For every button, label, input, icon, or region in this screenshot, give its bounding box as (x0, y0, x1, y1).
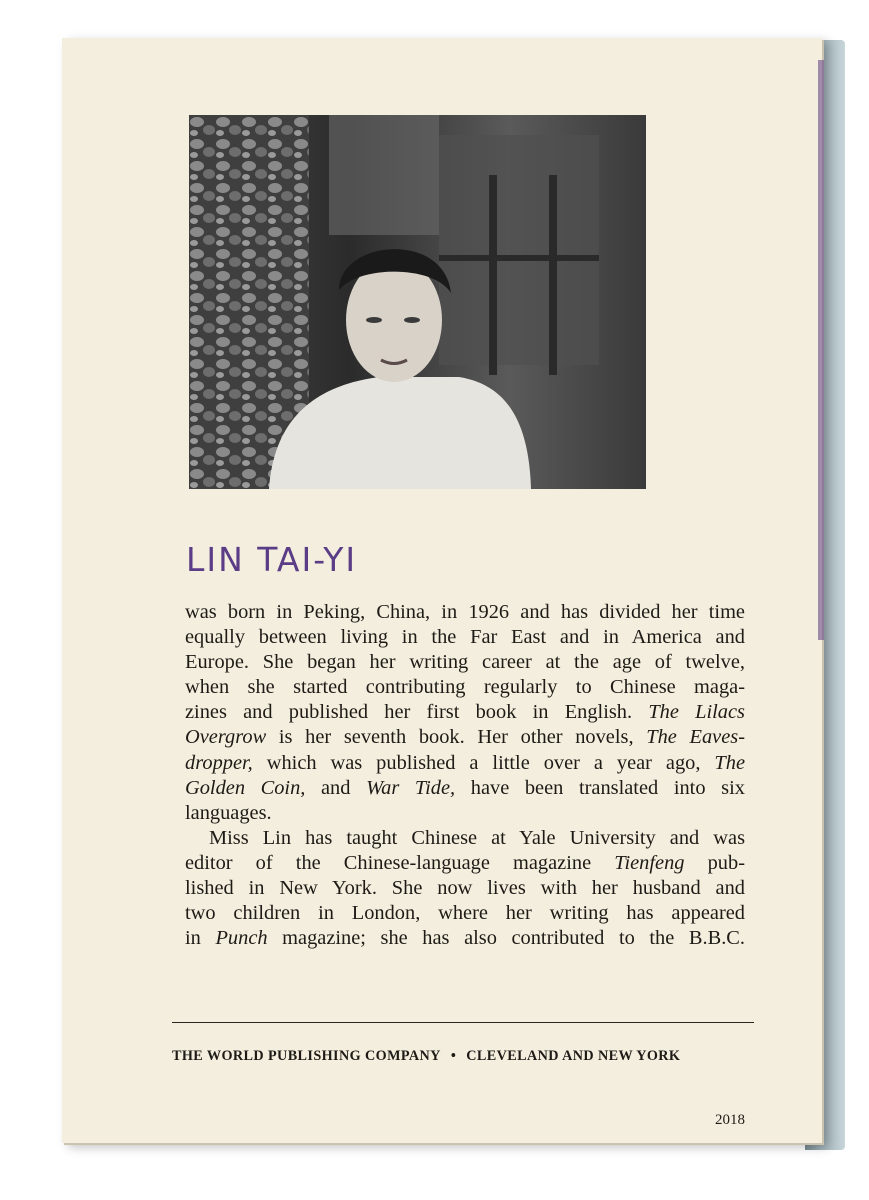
book-title: Golden Coin, (185, 776, 306, 799)
jacket-color-edge (818, 60, 824, 640)
author-biography (185, 600, 745, 951)
bio-line: languages. (185, 801, 272, 824)
author-photo (189, 115, 646, 489)
bio-line: Golden Coin, and War Tide, have been translated into six (185, 776, 745, 799)
bio-line: was born in Peking, China, in 1926 and has divided her time (185, 601, 745, 623)
bio-line: zines and published her first book in English. The Lilacs (185, 701, 745, 724)
publisher-location: CLEVELAND AND NEW YORK (466, 1048, 681, 1064)
bio-line: dropper, which was published a little over a year ago, The (185, 751, 745, 774)
publisher-line (172, 1048, 754, 1065)
book-title: The Eaves- (646, 726, 745, 749)
bio-line: when she started contributing regularly to Chinese maga- (185, 676, 745, 699)
bio-line: two children in London, where her writing has appeared (185, 902, 745, 925)
book-title: The Lilacs (648, 701, 745, 724)
book-title: dropper, (185, 751, 253, 774)
bio-line: Overgrow is her seventh book. Her other novels, The Eaves- (185, 726, 745, 749)
publisher-name: THE WORLD PUBLISHING COMPANY (172, 1048, 441, 1064)
bio-line: Miss Lin has taught Chinese at Yale University and was (209, 826, 745, 849)
magazine-title: Punch (215, 927, 268, 950)
bio-paragraph-2 (185, 826, 745, 951)
author-name-heading: LIN TAI-YI (186, 540, 358, 579)
separator-dot: • (450, 1048, 457, 1064)
bio-paragraph-1 (185, 600, 745, 826)
book-title: Overgrow (185, 726, 267, 749)
bio-line: equally between living in the Far East and in America and (185, 626, 745, 649)
bio-line: Europe. She began her writing career at the age of twelve, (185, 651, 745, 674)
catalog-number: 2018 (715, 1112, 745, 1128)
magazine-title: Tienfeng (614, 851, 685, 874)
footer-divider (172, 1022, 754, 1023)
book-title: War Tide, (366, 776, 456, 799)
bio-line: lished in New York. She now lives with her husband and (185, 877, 745, 900)
bio-line: editor of the Chinese-language magazine Tienfeng pub- (185, 851, 745, 874)
bio-line: in Punch magazine; she has also contributed to the B.B.C. (185, 927, 745, 950)
book-title: The (714, 751, 745, 774)
